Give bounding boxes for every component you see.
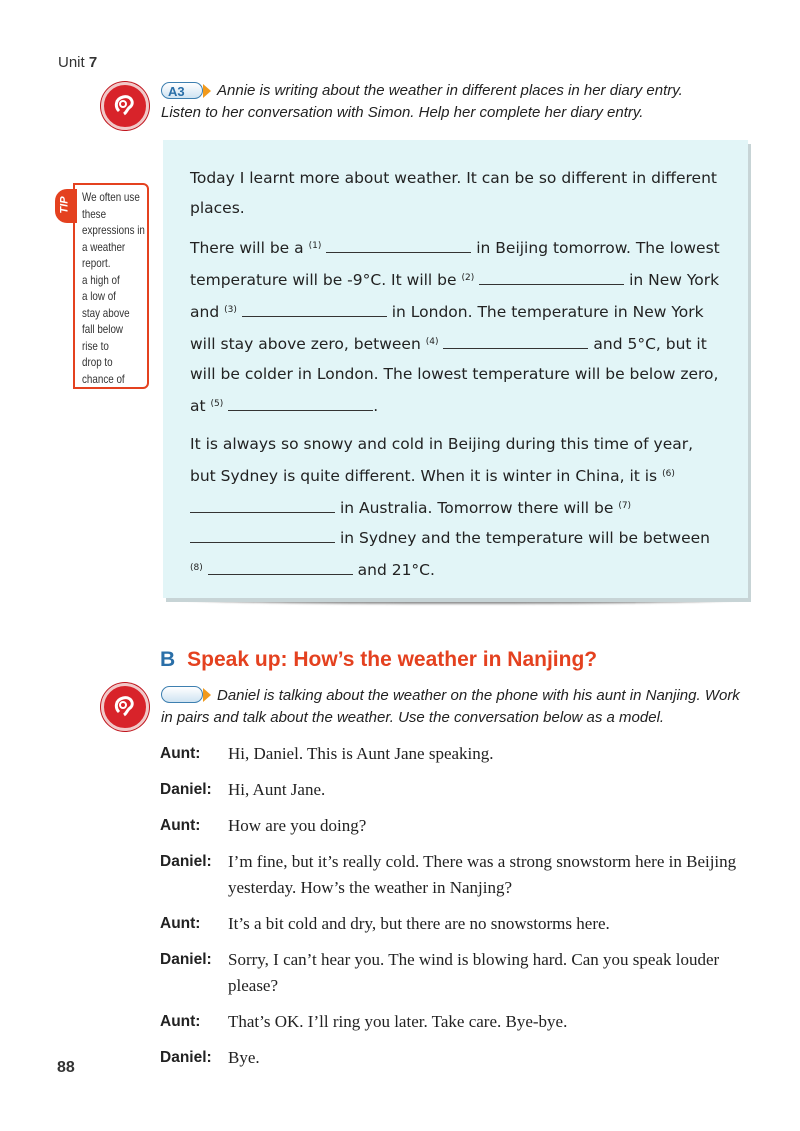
tip-line: We often use [82,190,140,204]
dialogue [160,741,760,1081]
blank-6[interactable] [190,500,335,513]
tip-box [58,183,149,389]
page-number: 88 [57,1059,75,1076]
tip-line: a high of [82,272,120,287]
blank-number: (4) [425,337,439,347]
blank-5[interactable] [228,398,373,411]
tip-line: report. [82,256,111,270]
dialogue-line: I’m fine, but it’s really cold. There was a strong snowstorm here in Beijing yesterday. How’s the weather in Nanjing? [228,852,737,897]
tip-tab-label: TIP [58,196,71,214]
blank-number: (7) [618,501,632,511]
dialogue-row [160,1045,760,1071]
diary-text: . [373,397,379,415]
dialogue-line: Sorry, I can’t hear you. The wind is blowing hard. Can you speak louder please? [228,950,720,995]
diary-text: in New York and [190,271,720,321]
diary-text: There will be a [190,239,304,257]
tip-line: drop to [82,355,113,369]
blank-number: (8) [190,563,203,573]
unit-label [58,54,97,71]
dialogue-row [160,911,760,937]
blank-number: (6) [662,469,675,479]
speaker: Aunt: [160,915,201,932]
speaker: Daniel: [160,951,212,968]
dialogue-row [160,813,760,839]
blank-8[interactable] [208,562,353,575]
diary-paragraph-3 [190,429,720,585]
speaker: Aunt: [160,1013,201,1030]
diary-text: and 5°C, but it will be colder in London. The lowest temperature will be below zero, at [190,335,719,415]
tip-tab [55,189,77,223]
speaker: Aunt: [160,817,201,834]
tip-line: these [82,206,107,221]
speaking-icon [101,683,149,731]
blank-2[interactable] [479,272,624,285]
blank-number: (3) [224,305,237,315]
tip-line: a low of [82,289,116,303]
speaker: Daniel: [160,781,212,798]
tip-line: a weather [82,239,126,254]
dialogue-row [160,777,760,803]
diary-text: in Australia. Tomorrow there will be [339,499,614,517]
tip-line: stay above [82,305,130,320]
diary-text: in London. The temperature in New York will stay above zero, between [190,303,704,353]
unit-label-text: Unit [58,54,85,71]
dialogue-row [160,849,760,901]
b-instruction: Daniel is talking about the weather on the phone with his aunt in Nanjing. Work in pairs and talk about the weather. Use the conversation below as a model. [161,687,740,726]
blank-number: (5) [210,399,224,409]
dialogue-row [160,947,760,999]
diary-text: in Sydney and the temperature will be between [339,529,710,547]
tip-line: expressions in [82,223,145,237]
diary-paragraph-2 [190,231,720,421]
a3-instruction: Annie is writing about the weather in different places in her diary entry. Listen to her conversation with Simon. Help her complete her diary entry. [161,82,683,121]
section-letter: B [160,648,176,671]
speaker: Aunt: [160,745,201,762]
diary-paragraph-1: Today I learnt more about weather. It can be so different in different places. [190,169,717,217]
tip-line: fall below [82,322,124,336]
dialogue-line: Hi, Daniel. This is Aunt Jane speaking. [228,744,494,763]
dialogue-line: How are you doing? [228,816,367,835]
tip-lines [82,189,145,387]
section-b-heading [160,648,597,672]
section-title: Speak up: How’s the weather in Nanjing? [187,648,598,671]
diary-text: It is always so snowy and cold in Beijing during this time of year, but Sydney is quite different. When it is winter in China, it is [190,435,694,485]
tip-line: chance of [82,371,125,386]
diary-text: in Beijing tomorrow. The lowest temperature will be -9°C. It will be [190,239,720,289]
blank-4[interactable] [443,336,588,349]
blank-7[interactable] [190,530,335,543]
tip-line: rise to [82,338,109,353]
dialogue-line: It’s a bit cold and dry, but there are no snowstorms here. [228,914,610,933]
speaker: Daniel: [160,853,212,870]
blank-number: (2) [461,273,475,283]
diary-text: and 21°C. [357,561,435,579]
dialogue-line: Bye. [228,1048,260,1067]
listening-icon [101,82,149,130]
blank-3[interactable] [242,304,387,317]
unit-number: 7 [88,54,98,71]
blank-number: (1) [308,241,322,251]
dialogue-line: That’s OK. I’ll ring you later. Take care. Bye-bye. [228,1012,568,1031]
speaker: Daniel: [160,1049,212,1066]
dialogue-line: Hi, Aunt Jane. [228,780,326,799]
dialogue-row [160,741,760,767]
audio-track-label: A3 [168,84,185,99]
blank-1[interactable] [326,240,471,253]
dialogue-row [160,1009,760,1035]
diary-entry [190,163,720,593]
